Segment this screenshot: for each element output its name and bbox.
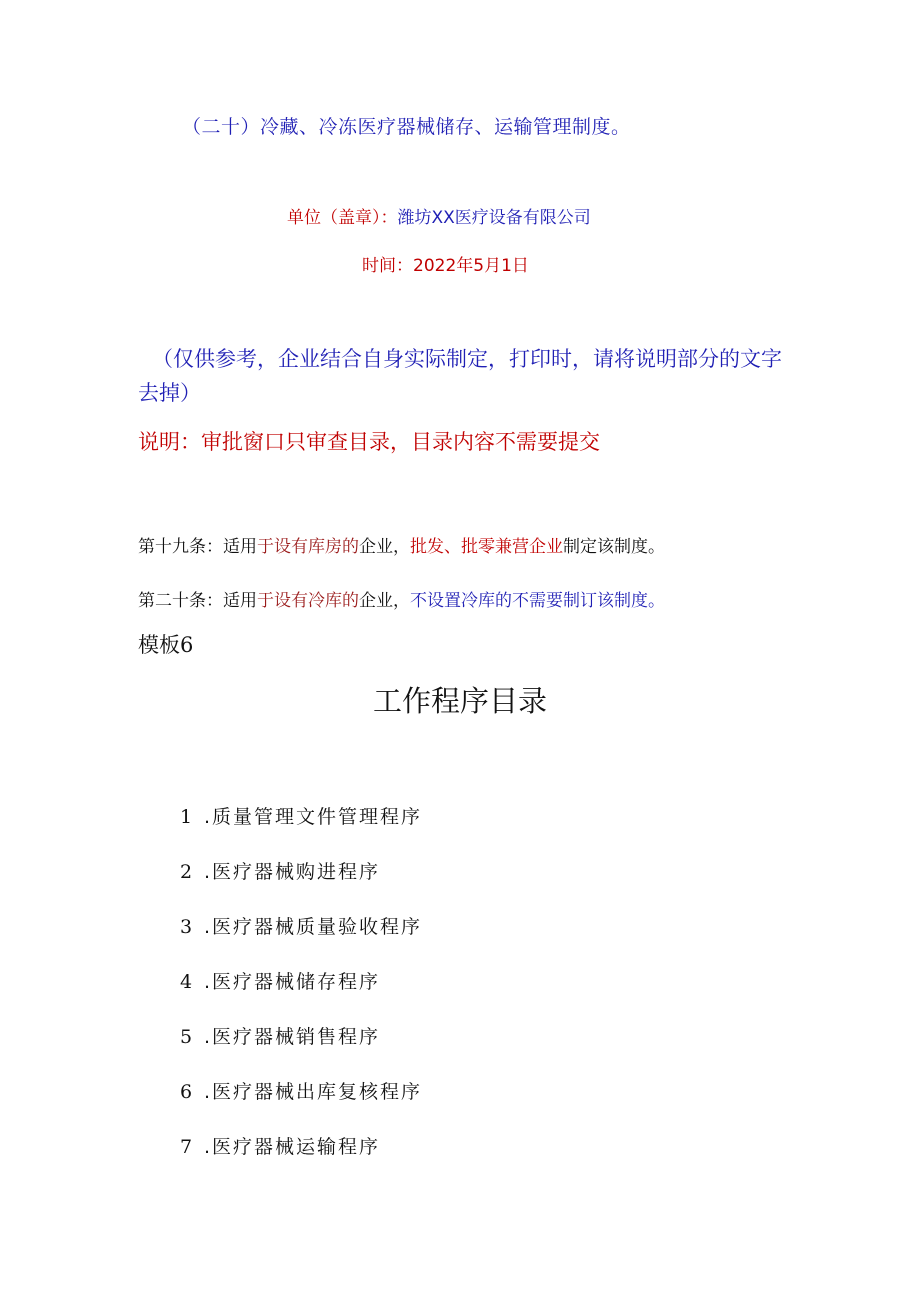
article-20	[138, 591, 665, 611]
toc-item	[180, 1024, 422, 1079]
toc-list	[180, 804, 422, 1189]
toc-item-number: 1	[180, 806, 195, 828]
explanation-note: 说明：审批窗口只审查目录，目录内容不需要提交	[138, 430, 600, 454]
toc-item	[180, 804, 422, 859]
article-19-highlight-1: 于设有库房的	[257, 537, 359, 557]
article-20-highlight-2: 不设置冷库的不需要制订该制度。	[410, 591, 665, 611]
toc-item	[180, 1134, 422, 1189]
toc-item	[180, 1079, 422, 1134]
time-value: 2022年5月1日	[413, 256, 529, 276]
reference-note	[138, 342, 788, 410]
article-19-prefix: 第十九条：适用	[138, 537, 257, 557]
toc-item-text: .医疗器械质量验收程序	[204, 916, 423, 938]
unit-value: 潍坊XX医疗设备有限公司	[397, 208, 591, 228]
article-20-highlight-1: 于设有冷库的	[257, 591, 359, 611]
time-line	[362, 256, 529, 276]
toc-item-text: .医疗器械出库复核程序	[204, 1081, 423, 1103]
toc-item-text: .质量管理文件管理程序	[204, 806, 423, 828]
toc-title: 工作程序目录	[372, 684, 547, 718]
time-label: 时间：	[362, 256, 413, 276]
article-20-mid: 企业，	[359, 591, 410, 611]
reference-note-text: （仅供参考，企业结合自身实际制定，打印时，请将说明部分的文字去掉）	[138, 347, 782, 405]
toc-item	[180, 859, 422, 914]
article-20-prefix: 第二十条：适用	[138, 591, 257, 611]
unit-label: 单位（盖章）：	[287, 208, 398, 228]
template-label: 模板6	[138, 633, 194, 657]
toc-item-number: 5	[180, 1026, 195, 1048]
section-heading: （二十）冷藏、冷冻医疗器械储存、运输管理制度。	[182, 116, 631, 138]
toc-item-text: .医疗器械购进程序	[204, 861, 381, 883]
article-19	[138, 537, 665, 557]
toc-item-number: 4	[180, 971, 195, 993]
toc-item-number: 6	[180, 1081, 195, 1103]
unit-line	[287, 208, 591, 228]
toc-item-text: .医疗器械储存程序	[204, 971, 381, 993]
toc-item-number: 3	[180, 916, 195, 938]
article-19-mid: 企业，	[359, 537, 410, 557]
article-19-suffix: 制定该制度。	[563, 537, 665, 557]
toc-item-text: .医疗器械运输程序	[204, 1136, 381, 1158]
toc-item	[180, 914, 422, 969]
toc-item-text: .医疗器械销售程序	[204, 1026, 381, 1048]
article-19-highlight-2: 批发、批零兼营企业	[410, 537, 563, 557]
toc-item-number: 7	[180, 1136, 195, 1158]
toc-item	[180, 969, 422, 1024]
toc-item-number: 2	[180, 861, 195, 883]
